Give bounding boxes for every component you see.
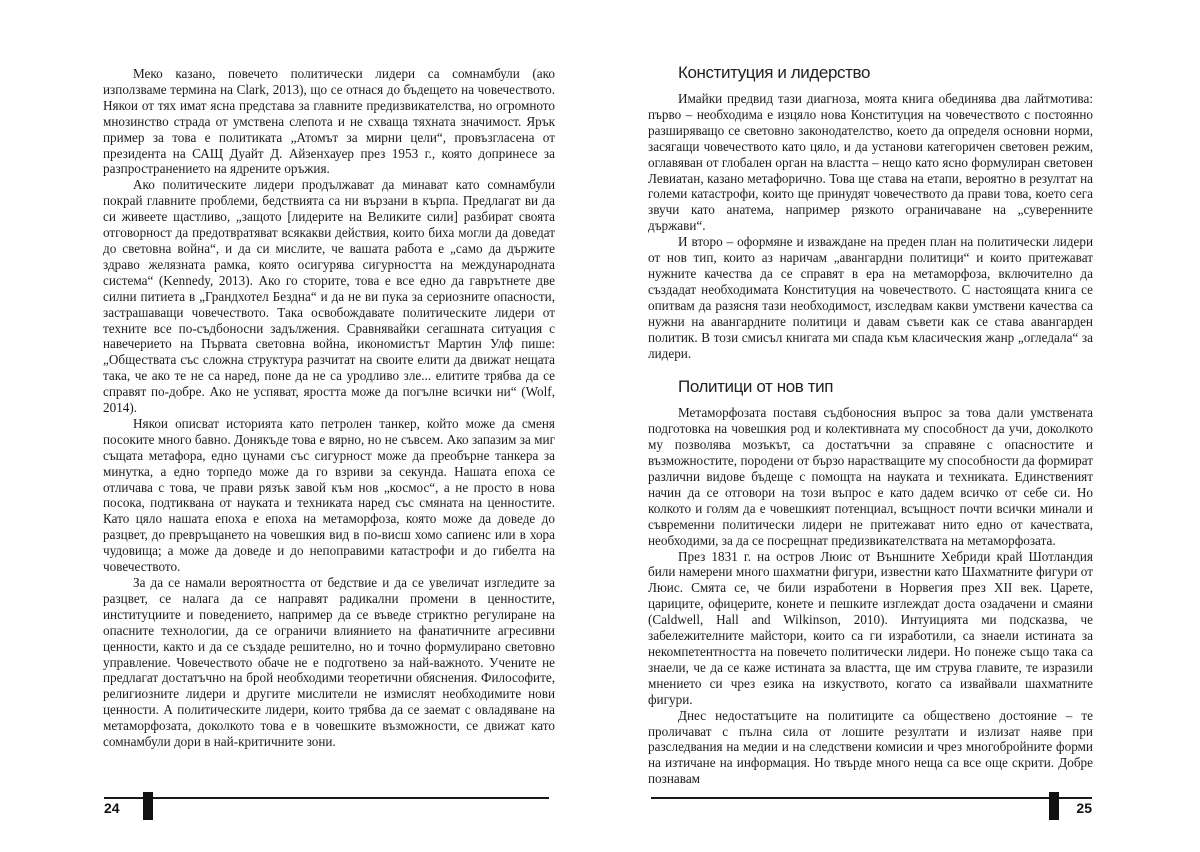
body-paragraph: Меко казано, повечето политически лидери са сомнамбули (ако използваме термина на Clark, 2013), що се отнася до бъдещето на човечеството. Някои от тях имат ясна представа за главните предизвикателства, но огромното мнозинство страда от умствена слепота и не схваща тяхната значимост. Ярък пример за това е политиката „Атомът за мирни цели“, провъзгласена от президента на САЩ Дуайт Д. Айзенхауер през 1953 г., която допринесе за разпространението на ядрените оръжия.	[103, 66, 555, 177]
body-paragraph: Днес недостатъците на политиците са обществено достояние – те проличават с пълна сила от лошите резултати и излизат наяве при разследвания на медии и на следствени комисии и чрез многобройните форми на изтичане на информация. Но твърде много неща са все още скрити. Добре познавам	[648, 707, 1093, 787]
footer-rule-left	[104, 797, 549, 799]
page-right	[648, 60, 1093, 787]
body-paragraph: Метаморфозата поставя съдбоносния въпрос за това дали умствената подготовка на човешкия род и колективната му способност да учи, доколкото му позволява мозъкът, са достатъчни за справяне с опасностите и възможностите, породени от бързо нарастващите му способности да формират различни видове бъдеще с помощта на науката и техниката. Единственият начин да се отговори на този въпрос е като дадем всичко от себе си. Но колкото и голям да е човешкият потенциал, всъщност почти всички минали и съвременни политически лидери не притежават нито едно от качествата, необходими, за да се посрещнат предизвикателствата на метаморфозата.	[648, 405, 1093, 548]
body-paragraph: Имайки предвид тази диагноза, моята книга обединява два лайтмотива: първо – необходима е изцяло нова Конституция на човечеството с постоянно разширяващо се световно законодателство, което да определя основни норми, засягащи човечеството като цяло, и да установи категоричен световен режим, оглавяван от глобален орган на властта – нещо като ясно формулиран световен Левиатан, казано метафорично. Това ще става на етапи, вероятно в резултат на големи катастрофи, които ще принудят човечеството да прави това, което сега звучи като анатема, например рязкото ограничаване на „суверенните държави“.	[648, 91, 1093, 234]
body-paragraph: Ако политическите лидери продължават да минават като сомнамбули покрай главните проблеми, бедствията са ни вързани в кърпа. Предлагат ви да си живеете щастливо, „защото [лидерите на Великите сили] разбират своята отговорност да предотвратяват всякакви действия, които биха могли да доведат до световна война“, и да си мислите, че вашата работа е „само да държите здраво желязната рамка, която осигурява сигурността на международната система“ (Kennedy, 2013). Ако го сторите, това е все едно да гаврътнете две силни питиета в „Грандхотел Бездна“ и да не ви пука за сериозните опасности, застрашаващи човечеството. Така освобождавате политическите лидери от техните все по-съдбоносни задължения. Сравнявайки сегашната ситуация с навечерието на Първата световна война, икономистът Мартин Улф пише: „Обществата със сложна структура разчитат на своите елити да движат нещата така, че ако те не са наред, поне да не са уродливо зле... елитите трябва да се справят по-добре. Ако не успяват, яростта може да погълне всички ни“ (Wolf, 2014).	[103, 177, 555, 416]
page-number-left: 24	[104, 800, 120, 816]
body-paragraph: През 1831 г. на остров Люис от Външните Хебриди край Шотландия били намерени много шахматни фигури, известни като Шахматните фигури от Люис. Смята се, че били изработени в Норвегия през XII век. Царете, цариците, офицерите, конете и пешките изглеждат доста озадачени и смаяни (Caldwell, Hall and Wilkinson, 2010). Интуицията ми подсказва, че забележителните майстори, които са ги изработили, са знаели истината за некомпетентността на повечето политически лидери. Но понеже също така са знаели, че да се каже истината за властта, ще им струва главите, те изразили мнението си чрез езика на изкуството, когато са извайвали шахматните фигури.	[648, 548, 1093, 707]
body-paragraph: Някои описват историята като петролен танкер, който може да сменя посоките много бавно. Донякъде това е вярно, но не съвсем. Ако запазим за миг същата метафора, едно цунами със сигурност може да преобърне танкера за минутка, а едно торпедо може да го взриви за секунда. Нашата епоха се отличава с това, че прави рязък завой към нов „космос“, а не просто в нова посока, подтиквана от науката и техниката наред със смяната на ценностите. Като цяло нашата епоха е епоха на метаморфоза, която може да доведе до разцвет, до превръщането на човешкия вид в по-висш хомо сапиенс или в хора чудовища; а може да доведе и до непоправими катастрофи и до гибелта на човечеството.	[103, 415, 555, 575]
body-paragraph: И второ – оформяне и изваждане на преден план на политически лидери от нов тип, които аз наричам „авангардни политици“ и които притежават нужните качества да се справят в ера на метаморфоза, включително да създадат необходимата Конституция на човечеството. С настоящата книга се опитвам да разясня тази необходимост, изследвам какви умствени качества са нужни на авангардните политици и давам съвети как се става авангарден политик. В този смисъл книгата ми спада към класическия жанр „огледала“ за лидери.	[648, 234, 1093, 361]
body-paragraph: За да се намали вероятността от бедствие и да се увеличат изгледите за разцвет, се налага да се направят радикални промени в ценностите, институциите и поведението, например да се въведе стриктно регулиране на опасните технологии, да се ограничи влиянието на фанатичните агресивни ценности, както и да се създаде решително, но и точно формулирано световно управление. Човечеството обаче не е подготвено за най-важното. Учените не предлагат достатъчно на брой необходими теоретични обяснения. Философите, религиозните лидери и другите мислители не измислят необходимите нови ценности. А политическите лидери, които трябва да се заемат с овладяване на метаморфозата, доколкото това е в човешките възможности, се движат като сомнамбули дори в най-критичните зони.	[103, 575, 555, 750]
page-left	[103, 60, 555, 750]
page-number-right: 25	[1076, 800, 1092, 816]
footer-rule-right	[651, 797, 1092, 799]
section-heading-constitution-and-leadership: Конституция и лидерство	[678, 63, 871, 82]
section-heading-politicians-of-new-type: Политици от нов тип	[678, 377, 834, 397]
footer-tab-marker-left	[143, 792, 153, 820]
